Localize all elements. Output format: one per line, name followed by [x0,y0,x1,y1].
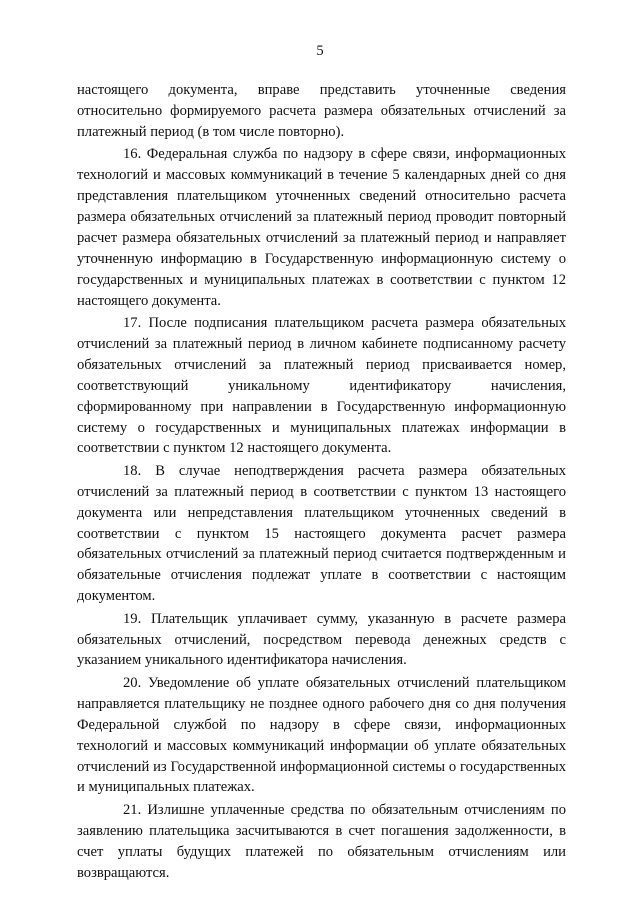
paragraph-17: 17. После подписания плательщиком расчета размера обязательных отчислений за платежный период в личном кабинете подписанному расчету обязательных отчислений за платежный период присваивается номер, соответствующий уникальному идентификатору начисления, сформированному при направлении в Государственную информационную систему о государственных и муниципальных платежах информации в соответствии с пунктом 12 настоящего документа. [77,314,566,457]
paragraph-19: 19. Плательщик уплачивает сумму, указанную в расчете размера обязательных отчислений, посредством перевода денежных средств с указанием уникального идентификатора начисления. [77,610,566,669]
page-number: 5 [316,43,324,59]
paragraph-18: 18. В случае неподтверждения расчета размера обязательных отчислений за платежный период в соответствии с пунктом 13 настоящего документа или непредставления плательщиком уточненных сведений в соответствии с пунктом 15 настоящего документа расчет размера обязательных отчислений за платежный период считается подтвержденным и обязательные отчисления подлежат уплате в соответствии с настоящим документом. [77,462,566,605]
paragraph-20: 20. Уведомление об уплате обязательных отчислений плательщиком направляется плательщику не позднее одного рабочего дня со дня получения Федеральной службой по надзору в сфере связи, информационных технологий и массовых коммуникаций информации об уплате обязательных отчислений из Государственной информационной системы о государственных и муниципальных платежах. [77,674,566,796]
paragraph-continued: настоящего документа, вправе представить уточненные сведения относительно формируемого расчета размера обязательных отчислений за платежный период (в том числе повторно). [77,82,566,140]
document-body [77,80,566,883]
paragraph-21: 21. Излишне уплаченные средства по обязательным отчислениям по заявлению плательщика засчитываются в счет погашения задолженности, в счет уплаты будущих платежей по обязательным отчислениям или возвращаются. [77,801,566,881]
paragraph-16: 16. Федеральная служба по надзору в сфере связи, информационных технологий и массовых коммуникаций в течение 5 календарных дней со дня представления плательщиком уточненных сведений относительно расчета размера обязательных отчислений за платежный период проводит повторный расчет размера обязательных отчислений за платежный период и направляет уточненную информацию в Государственную информационную систему о государственных и муниципальных платежах в соответствии с пунктом 12 настоящего документа. [77,146,566,309]
